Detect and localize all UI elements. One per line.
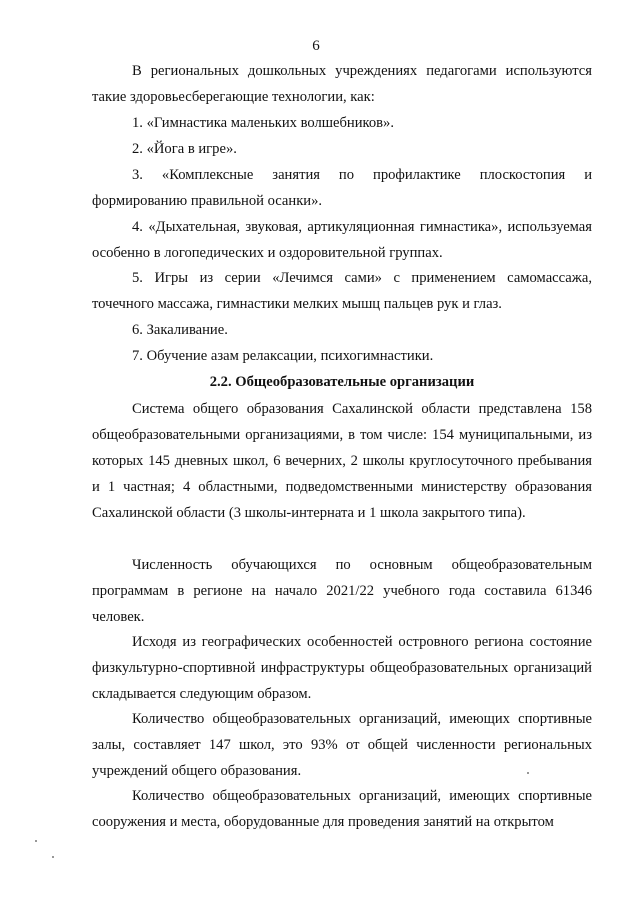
list-item-1: 1. «Гимнастика маленьких волшебников». [132, 115, 394, 131]
paragraph-infrastructure: Исходя из географических особенностей островного региона состояние физкультурно-спортивной инфраструктуры общеобразовательных организаций складывается следующим образом. [92, 634, 592, 702]
list-item-4: 4. «Дыхательная, звуковая, артикуляционная гимнастика», используемая особенно в логопедических и оздоровительной группах. [92, 219, 592, 261]
list-item-6: 6. Закаливание. [132, 322, 228, 338]
list-item-2: 2. «Йога в игре». [132, 141, 237, 157]
scan-speck [52, 856, 54, 858]
section-heading: 2.2. Общеобразовательные организации [209, 374, 475, 390]
scan-speck [527, 772, 529, 774]
paragraph-sport-facilities: Количество общеобразовательных организаций, имеющих спортивные сооружения и места, оборудованные для проведения занятий на открытом [92, 788, 592, 830]
page-number: 6 [312, 38, 320, 54]
list-item-3: 3. «Комплексные занятия по профилактике плоскостопия и формированию правильной осанки». [92, 167, 592, 209]
paragraph-students: Численность обучающихся по основным общеобразовательным программам в регионе на начало 2021/22 учебного года составила 61346 человек. [92, 557, 592, 625]
paragraph-sport-halls: Количество общеобразовательных организаций, имеющих спортивные залы, составляет 147 школ, это 93% от общей численности региональных учреждений общего образования. [92, 711, 592, 779]
list-item-7: 7. Обучение азам релаксации, психогимнастики. [132, 348, 434, 364]
paragraph-system: Система общего образования Сахалинской области представлена 158 общеобразовательными организациями, в том числе: 154 муниципальными, из которых 145 дневных школ, 6 вечерних, 2 школы круглосуточного пребывания и 1 частная; 4 областными, подведомственными министерству образования Сахалинской области (3 школы-интерната и 1 школа закрытого типа). [92, 401, 592, 521]
intro-paragraph: В региональных дошкольных учреждениях педагогами используются такие здоровьесберегающие технологии, как: [92, 63, 592, 105]
list-item-5: 5. Игры из серии «Лечимся сами» с применением самомассажа, точечного массажа, гимнастики мелких мышц пальцев рук и глаз. [92, 270, 592, 312]
scan-speck [35, 840, 37, 842]
